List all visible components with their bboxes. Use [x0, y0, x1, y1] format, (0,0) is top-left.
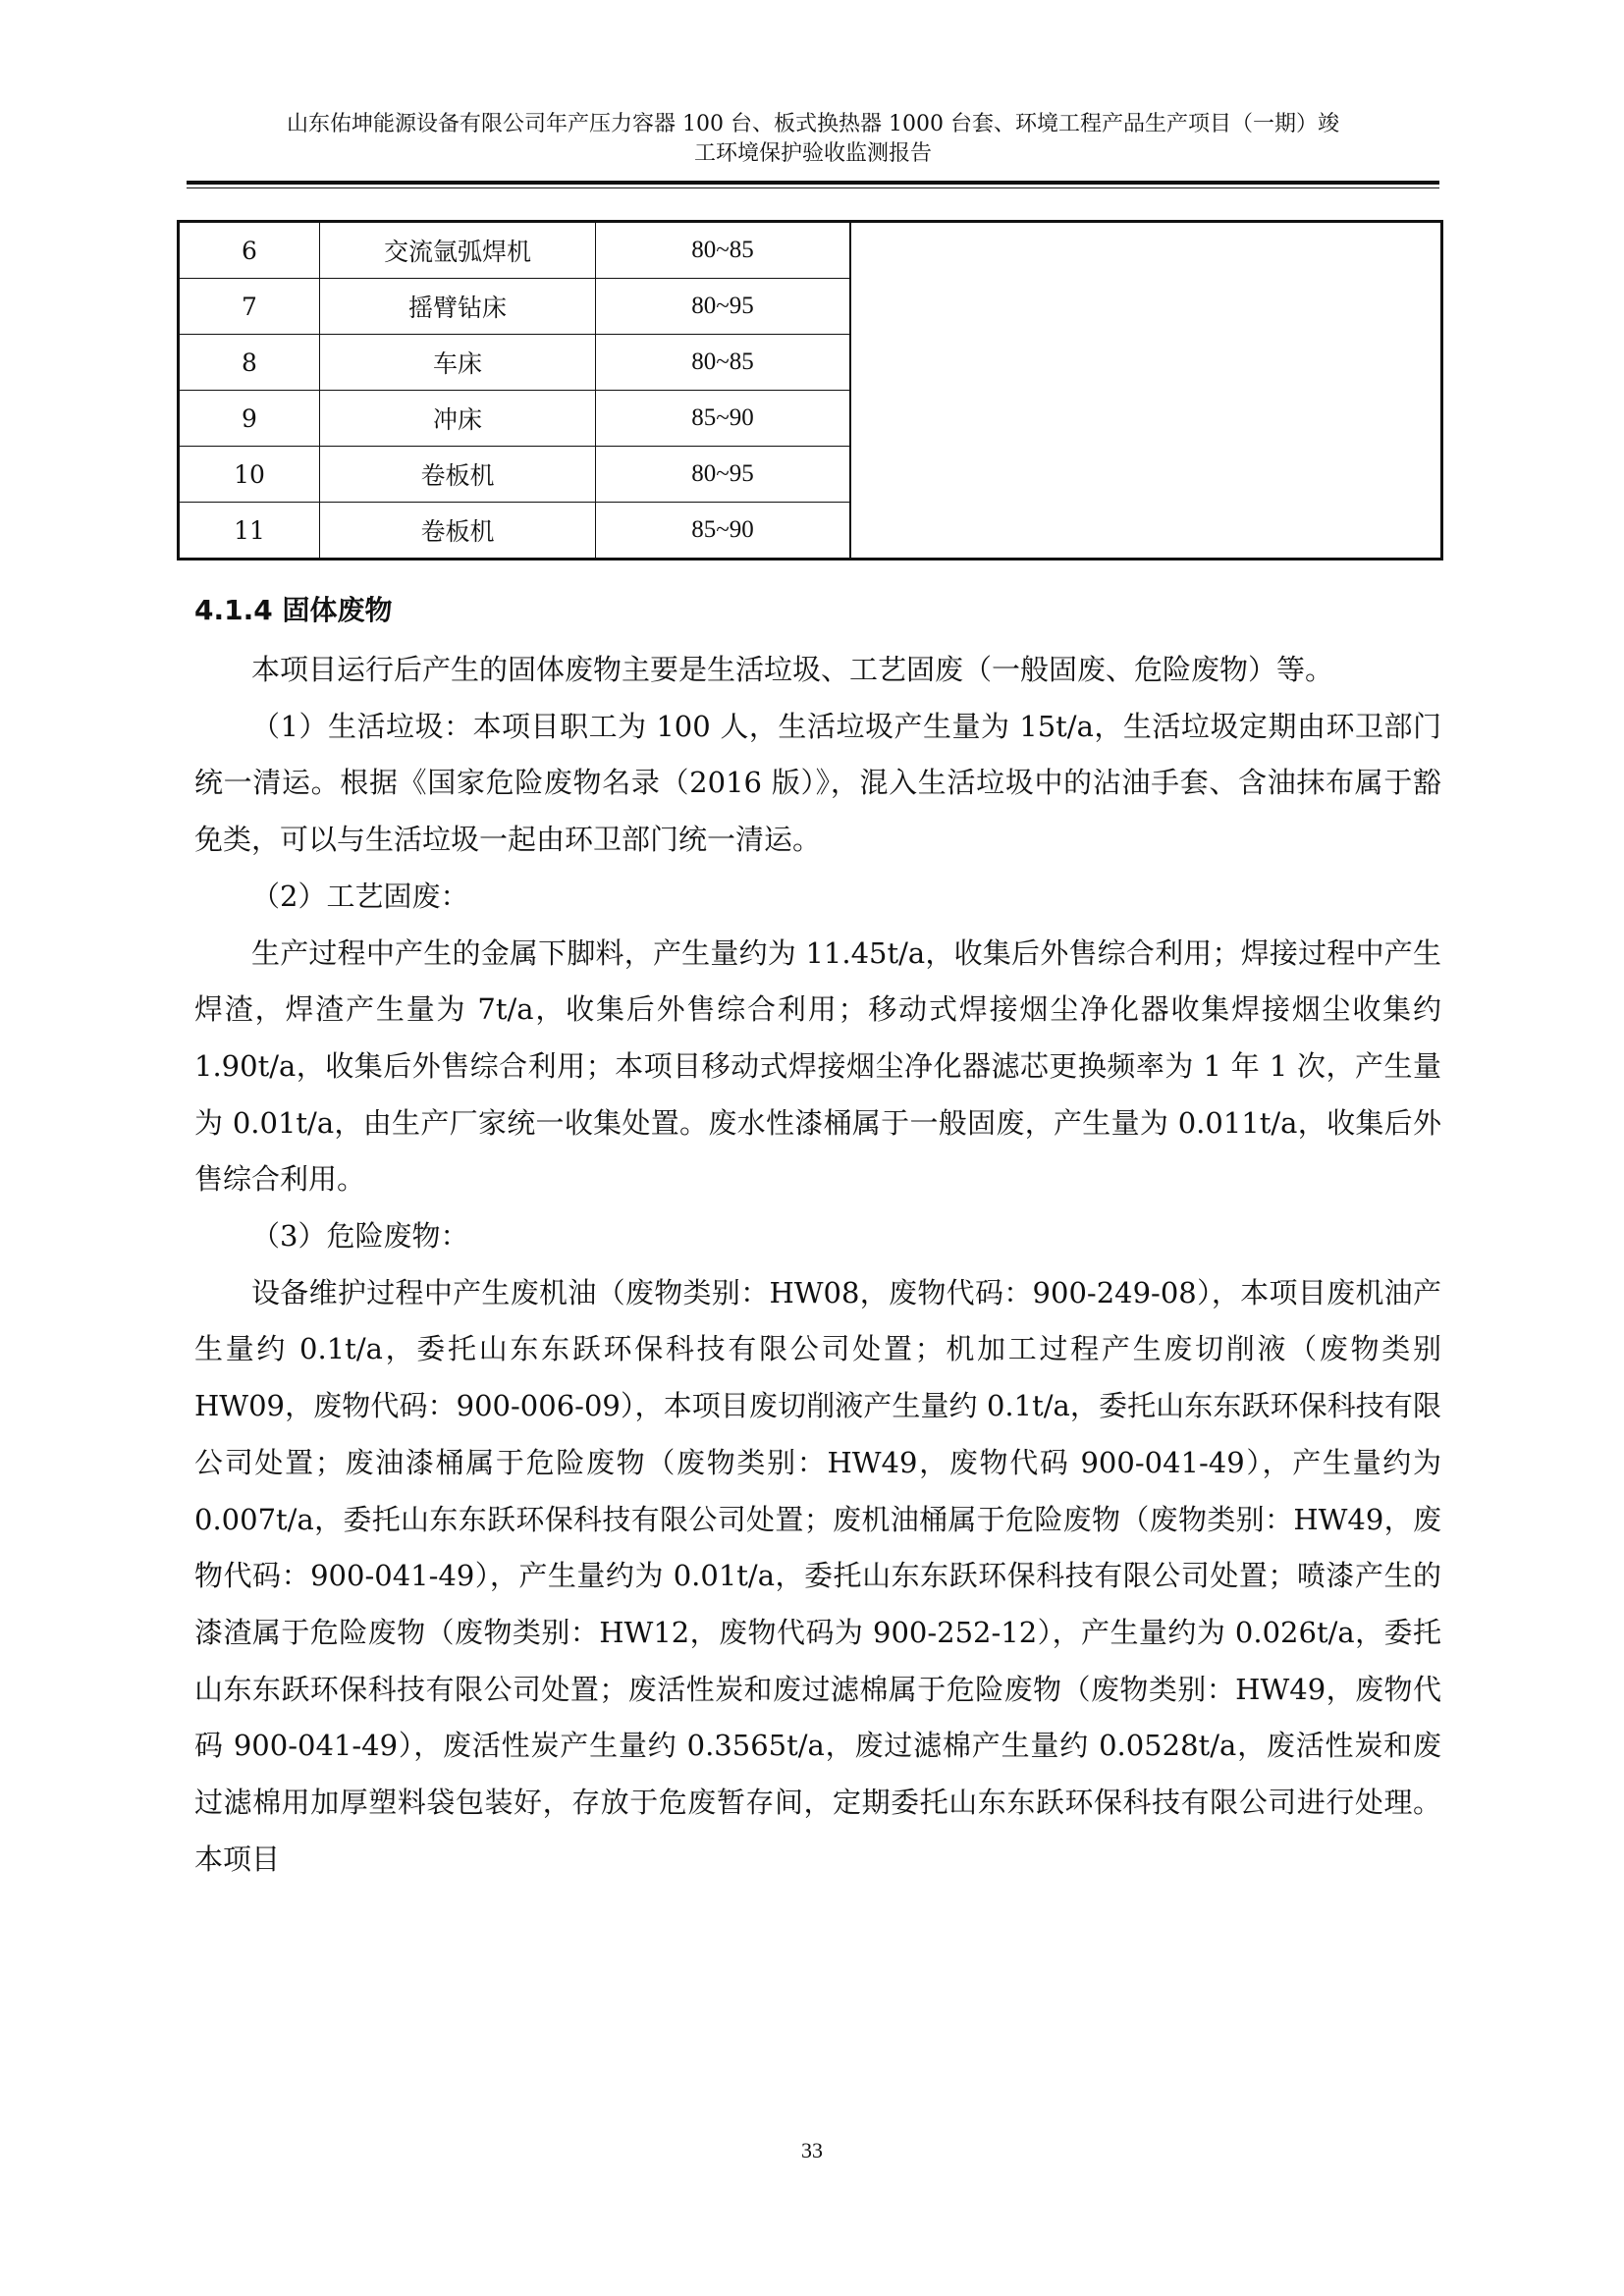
subheading-process-waste: （2）工艺固废：	[251, 879, 469, 913]
noise-value: 80~95	[596, 447, 851, 503]
equipment-name: 卷板机	[320, 447, 596, 503]
equipment-name: 卷板机	[320, 503, 596, 560]
equipment-name: 车床	[320, 335, 596, 391]
row-number: 9	[179, 391, 320, 447]
equipment-noise-table	[177, 220, 1443, 561]
row-number: 11	[179, 503, 320, 560]
running-header	[187, 110, 1439, 169]
merged-blank-cell	[850, 222, 1442, 560]
header-line-2: 工环境保护验收监测报告	[693, 141, 932, 166]
paragraph-overview: 本项目运行后产生的固体废物主要是生活垃圾、工艺固废（一般固废、危险废物）等。	[251, 653, 1334, 686]
subheading-hazardous-waste: （3）危险废物：	[251, 1219, 469, 1254]
noise-value: 85~90	[596, 503, 851, 560]
header-rule-thin	[187, 187, 1439, 188]
row-number: 10	[179, 447, 320, 503]
header-line-1: 山东佑坤能源设备有限公司年产压力容器 100 台、板式换热器 1000 台套、环境工程产品生产项目（一期）竣	[287, 112, 1339, 136]
paragraph-hazardous-waste: 设备维护过程中产生废机油（废物类别：HW08，废物代码：900-249-08），本项目废机油产生量约 0.1t/a，委托山东东跃环保科技有限公司处置；机加工过程产生废切削液（废物类别 HW09，废物代码：900-006-09），本项目废切削液产生量约 0.1t/a，委托山东东跃环保科技有限公司处置；废油漆桶属于危险废物（废物类别：HW49，废物代码 900-041-49），产生量约为 0.007t/a，委托山东东跃环保科技有限公司处置；废机油桶属于危险废物（废物类别：HW49，废物代码：900-041-49），产生量约为 0.01t/a，委托山东东跃环保科技有限公司处置；喷漆产生的漆渣属于危险废物（废物类别：HW12，废物代码为 900-252-12），产生量约为 0.026t/a，委托山东东跃环保科技有限公司处置；废活性炭和废过滤棉属于危险废物（废物类别：HW49，废物代码 900-041-49），废活性炭产生量约 0.3565t/a，废过滤棉产生量约 0.0528t/a，废活性炭和废过滤棉用加厚塑料袋包装好，存放于危废暂存间，定期委托山东东跃环保科技有限公司进行处理。本项目	[194, 1275, 1441, 1876]
header-rule-thick	[187, 181, 1439, 185]
row-number: 7	[179, 279, 320, 335]
noise-value: 80~85	[596, 335, 851, 391]
paragraph-domestic-waste: （1）生活垃圾：本项目职工为 100 人，生活垃圾产生量为 15t/a，生活垃圾定期由环卫部门统一清运。根据《国家危险废物名录（2016 版）》，混入生活垃圾中的沾油手套、含油抹布属于豁免类，可以与生活垃圾一起由环卫部门统一清运。	[194, 709, 1441, 857]
paragraph-process-waste: 生产过程中产生的金属下脚料，产生量约为 11.45t/a，收集后外售综合利用；焊接过程中产生焊渣，焊渣产生量为 7t/a，收集后外售综合利用；移动式焊接烟尘净化器收集焊接烟尘收集约 1.90t/a，收集后外售综合利用；本项目移动式焊接烟尘净化器滤芯更换频率为 1 年 1 次，产生量为 0.01t/a，由生产厂家统一收集处置。废水性漆桶属于一般固废，产生量为 0.011t/a，收集后外售综合利用。	[194, 935, 1441, 1197]
noise-value: 80~85	[596, 222, 851, 279]
body-text	[194, 642, 1441, 1888]
row-number: 8	[179, 335, 320, 391]
equipment-name: 冲床	[320, 391, 596, 447]
section-heading: 4.1.4 固体废物	[194, 594, 393, 626]
page-number: 33	[801, 2138, 823, 2163]
table-row	[179, 222, 1442, 279]
row-number: 6	[179, 222, 320, 279]
noise-value: 80~95	[596, 279, 851, 335]
equipment-name: 交流氩弧焊机	[320, 222, 596, 279]
equipment-name: 摇臂钻床	[320, 279, 596, 335]
noise-value: 85~90	[596, 391, 851, 447]
